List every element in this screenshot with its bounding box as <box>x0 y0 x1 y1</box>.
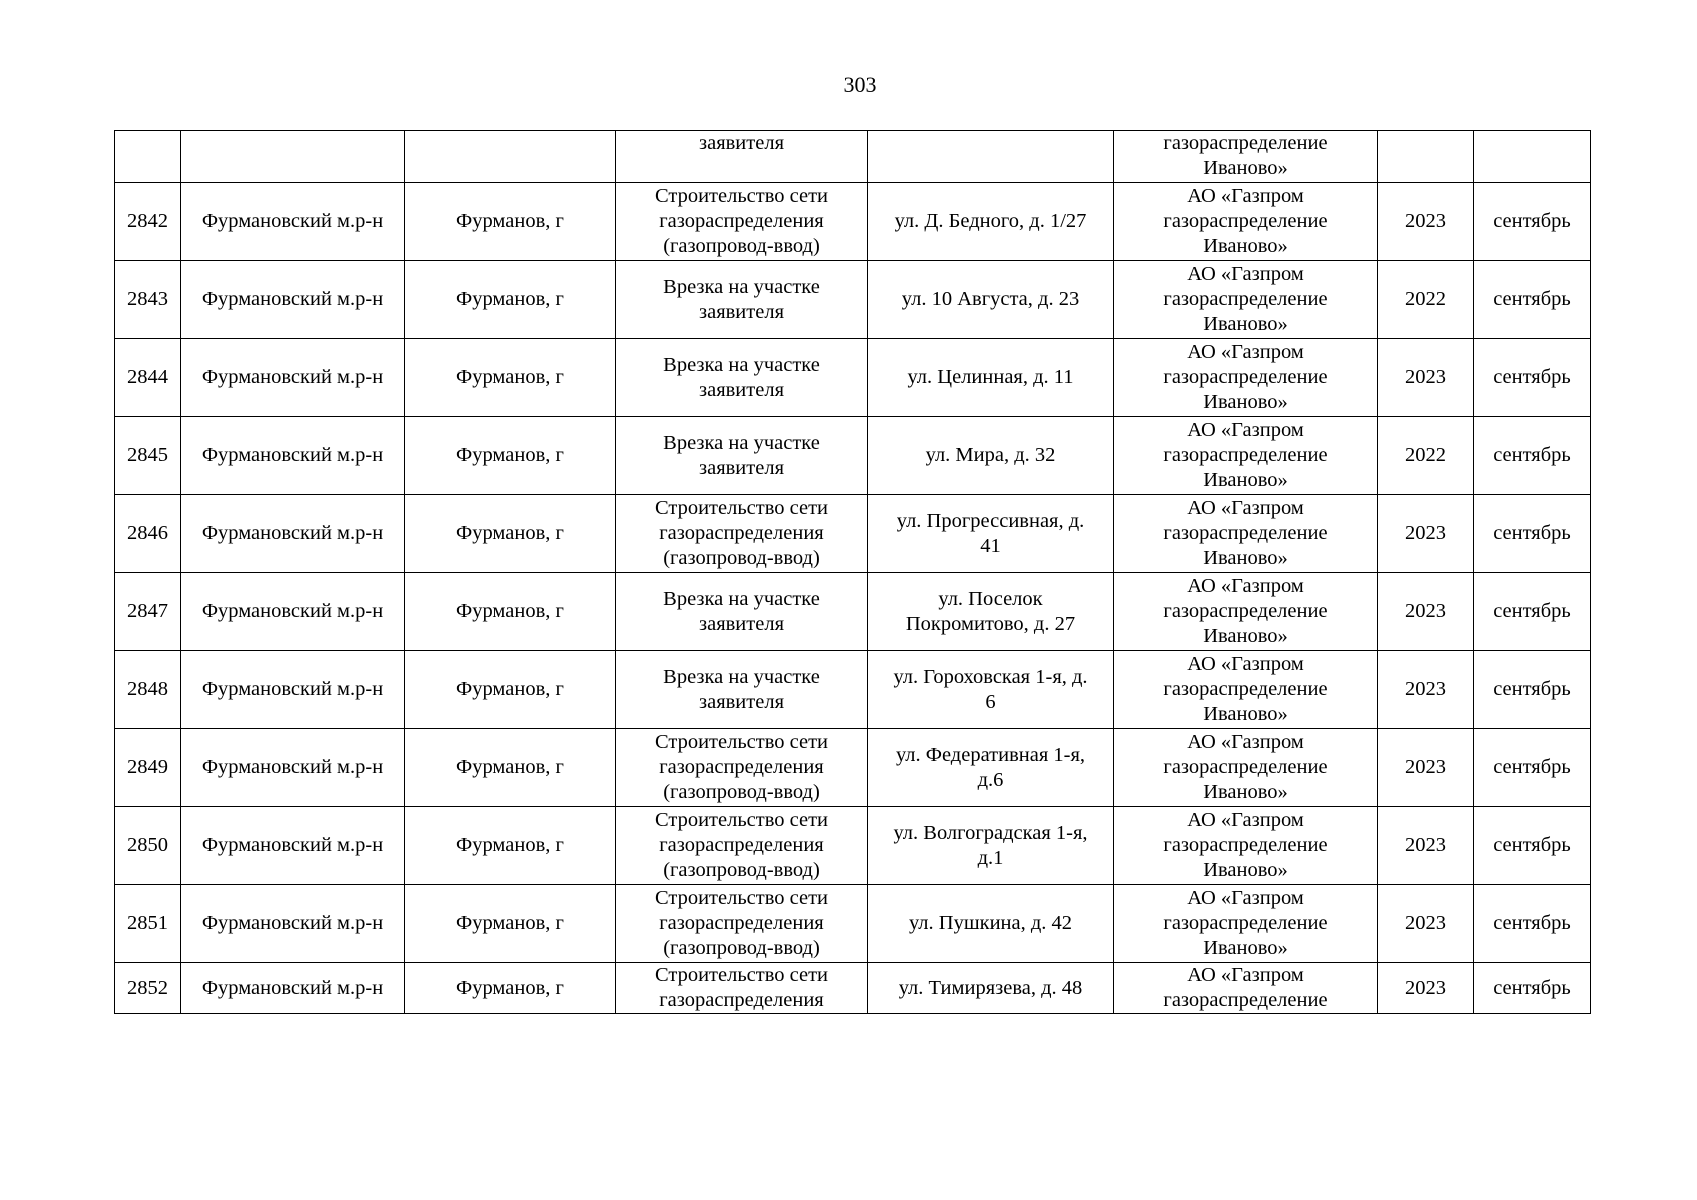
cell-year: 2023 <box>1378 963 1474 1014</box>
cell-work-type: заявителя <box>616 131 868 183</box>
cell-organization: АО «Газпром газораспределение Иваново» <box>1114 183 1378 261</box>
cell-district: Фурмановский м.р-н <box>181 417 405 495</box>
cell-address: ул. Прогрессивная, д. 41 <box>868 495 1114 573</box>
cell-month: сентябрь <box>1474 261 1591 339</box>
cell-work-type: Строительство сети газораспределения (газопровод-ввод) <box>616 183 868 261</box>
cell-district <box>181 131 405 183</box>
cell-address: ул. 10 Августа, д. 23 <box>868 261 1114 339</box>
cell-year: 2022 <box>1378 261 1474 339</box>
cell-settlement: Фурманов, г <box>405 495 616 573</box>
cell-month: сентябрь <box>1474 495 1591 573</box>
cell-address: ул. Пушкина, д. 42 <box>868 885 1114 963</box>
cell-district: Фурмановский м.р-н <box>181 885 405 963</box>
table-body <box>115 131 1591 1014</box>
cell-district: Фурмановский м.р-н <box>181 339 405 417</box>
cell-organization: АО «Газпром газораспределение Иваново» <box>1114 495 1378 573</box>
cell-district: Фурмановский м.р-н <box>181 261 405 339</box>
cell-num: 2843 <box>115 261 181 339</box>
cell-address: ул. Целинная, д. 11 <box>868 339 1114 417</box>
table-row <box>115 573 1591 651</box>
cell-work-type: Врезка на участке заявителя <box>616 573 868 651</box>
cell-district: Фурмановский м.р-н <box>181 729 405 807</box>
cell-year: 2023 <box>1378 807 1474 885</box>
cell-work-type: Строительство сети газораспределения (газопровод-ввод) <box>616 729 868 807</box>
cell-address: ул. Поселок Покромитово, д. 27 <box>868 573 1114 651</box>
cell-num: 2846 <box>115 495 181 573</box>
cell-work-type: Строительство сети газораспределения (газопровод-ввод) <box>616 495 868 573</box>
cell-month: сентябрь <box>1474 183 1591 261</box>
cell-work-type: Врезка на участке заявителя <box>616 339 868 417</box>
cell-district: Фурмановский м.р-н <box>181 495 405 573</box>
cell-work-type: Строительство сети газораспределения <box>616 963 868 1014</box>
cell-settlement: Фурманов, г <box>405 261 616 339</box>
cell-district: Фурмановский м.р-н <box>181 573 405 651</box>
cell-organization: АО «Газпром газораспределение Иваново» <box>1114 261 1378 339</box>
cell-address <box>868 131 1114 183</box>
cell-month: сентябрь <box>1474 807 1591 885</box>
cell-year: 2022 <box>1378 417 1474 495</box>
cell-district: Фурмановский м.р-н <box>181 651 405 729</box>
table-row <box>115 183 1591 261</box>
cell-year: 2023 <box>1378 339 1474 417</box>
cell-settlement: Фурманов, г <box>405 885 616 963</box>
cell-month <box>1474 131 1591 183</box>
cell-settlement: Фурманов, г <box>405 651 616 729</box>
cell-num: 2850 <box>115 807 181 885</box>
cell-settlement: Фурманов, г <box>405 183 616 261</box>
cell-num: 2844 <box>115 339 181 417</box>
cell-settlement: Фурманов, г <box>405 963 616 1014</box>
table-row <box>115 261 1591 339</box>
cell-month: сентябрь <box>1474 573 1591 651</box>
cell-num: 2845 <box>115 417 181 495</box>
continuation-row <box>115 131 1591 183</box>
cell-district: Фурмановский м.р-н <box>181 807 405 885</box>
cell-settlement: Фурманов, г <box>405 807 616 885</box>
cell-num: 2849 <box>115 729 181 807</box>
cell-organization: АО «Газпром газораспределение Иваново» <box>1114 573 1378 651</box>
table-row <box>115 651 1591 729</box>
cell-organization: газораспределение Иваново» <box>1114 131 1378 183</box>
cell-organization: АО «Газпром газораспределение Иваново» <box>1114 807 1378 885</box>
cell-month: сентябрь <box>1474 963 1591 1014</box>
table-row <box>115 339 1591 417</box>
cell-year: 2023 <box>1378 183 1474 261</box>
cell-num: 2847 <box>115 573 181 651</box>
cell-organization: АО «Газпром газораспределение <box>1114 963 1378 1014</box>
cell-work-type: Строительство сети газораспределения (газопровод-ввод) <box>616 885 868 963</box>
cell-year: 2023 <box>1378 495 1474 573</box>
table-row <box>115 729 1591 807</box>
cell-month: сентябрь <box>1474 651 1591 729</box>
cell-organization: АО «Газпром газораспределение Иваново» <box>1114 339 1378 417</box>
cell-organization: АО «Газпром газораспределение Иваново» <box>1114 651 1378 729</box>
cell-num: 2848 <box>115 651 181 729</box>
cell-address: ул. Гороховская 1-я, д. 6 <box>868 651 1114 729</box>
table-row <box>115 417 1591 495</box>
cell-organization: АО «Газпром газораспределение Иваново» <box>1114 729 1378 807</box>
cell-work-type: Врезка на участке заявителя <box>616 261 868 339</box>
cell-year: 2023 <box>1378 651 1474 729</box>
cell-work-type: Врезка на участке заявителя <box>616 417 868 495</box>
cell-address: ул. Федеративная 1-я, д.6 <box>868 729 1114 807</box>
cell-num <box>115 131 181 183</box>
cell-district: Фурмановский м.р-н <box>181 963 405 1014</box>
table-row <box>115 495 1591 573</box>
table-row <box>115 885 1591 963</box>
table-row <box>115 807 1591 885</box>
cell-settlement: Фурманов, г <box>405 729 616 807</box>
cell-address: ул. Д. Бедного, д. 1/27 <box>868 183 1114 261</box>
cell-district: Фурмановский м.р-н <box>181 183 405 261</box>
cell-num: 2851 <box>115 885 181 963</box>
cell-month: сентябрь <box>1474 339 1591 417</box>
connections-table <box>114 130 1591 1014</box>
cell-month: сентябрь <box>1474 417 1591 495</box>
cell-address: ул. Мира, д. 32 <box>868 417 1114 495</box>
cell-num: 2852 <box>115 963 181 1014</box>
cell-year: 2023 <box>1378 729 1474 807</box>
cell-organization: АО «Газпром газораспределение Иваново» <box>1114 417 1378 495</box>
cell-work-type: Строительство сети газораспределения (газопровод-ввод) <box>616 807 868 885</box>
page-number: 303 <box>843 72 877 97</box>
cell-settlement: Фурманов, г <box>405 573 616 651</box>
cell-work-type: Врезка на участке заявителя <box>616 651 868 729</box>
cell-settlement: Фурманов, г <box>405 339 616 417</box>
cell-num: 2842 <box>115 183 181 261</box>
cell-address: ул. Волгоградская 1-я, д.1 <box>868 807 1114 885</box>
table-row <box>115 963 1591 1014</box>
cell-organization: АО «Газпром газораспределение Иваново» <box>1114 885 1378 963</box>
cell-year: 2023 <box>1378 885 1474 963</box>
cell-year <box>1378 131 1474 183</box>
cell-address: ул. Тимирязева, д. 48 <box>868 963 1114 1014</box>
cell-year: 2023 <box>1378 573 1474 651</box>
cell-settlement <box>405 131 616 183</box>
cell-month: сентябрь <box>1474 885 1591 963</box>
cell-settlement: Фурманов, г <box>405 417 616 495</box>
cell-month: сентябрь <box>1474 729 1591 807</box>
